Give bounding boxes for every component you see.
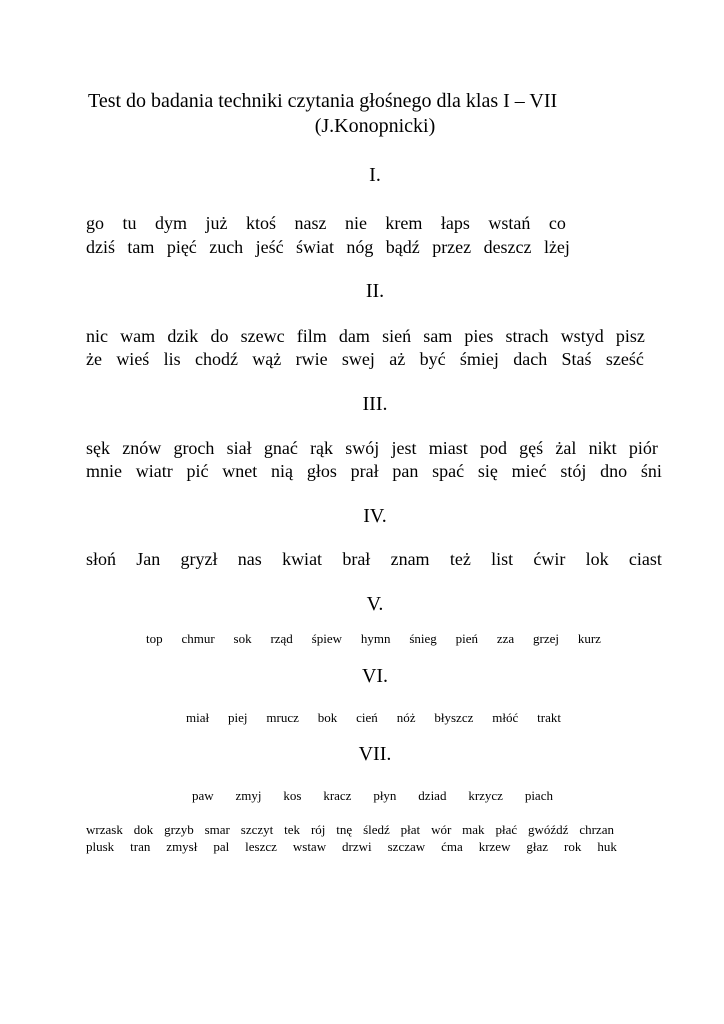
word: śni	[640, 461, 662, 481]
word-line	[86, 550, 662, 568]
word: list	[491, 549, 514, 569]
word: ciast	[628, 549, 662, 569]
word: głos	[306, 461, 337, 481]
word: swej	[341, 349, 375, 369]
word: szczyt	[240, 822, 274, 837]
word: młóć	[492, 710, 519, 725]
word: ćma	[441, 839, 463, 854]
word: szewc	[240, 326, 285, 346]
word: łaps	[440, 213, 470, 233]
word: gęś	[519, 438, 544, 458]
word: huk	[597, 839, 617, 854]
word: pięć	[166, 237, 197, 257]
word: płać	[495, 822, 518, 837]
word: ćwir	[533, 549, 566, 569]
word: plusk	[86, 839, 115, 854]
section-heading: IV.	[363, 505, 387, 527]
word: pies	[464, 326, 494, 346]
word: dym	[154, 213, 187, 233]
word: śledź	[363, 822, 390, 837]
word: drzwi	[342, 839, 372, 854]
word: miał	[186, 710, 210, 725]
word: wnet	[222, 461, 258, 481]
word: pan	[392, 461, 419, 481]
word: wiatr	[135, 461, 173, 481]
word: tam	[127, 237, 155, 257]
word: nikt	[588, 438, 617, 458]
word: się	[477, 461, 498, 481]
word: kracz	[323, 788, 352, 803]
word: nic	[86, 326, 108, 346]
word: pisz	[615, 326, 645, 346]
word: deszcz	[483, 237, 532, 257]
word-line	[86, 840, 617, 853]
word: dziś	[86, 237, 115, 257]
word: zmyj	[235, 788, 262, 803]
word: znam	[390, 549, 430, 569]
word: ktoś	[245, 213, 276, 233]
word: płat	[400, 822, 421, 837]
word: paw	[192, 788, 214, 803]
word: dzik	[167, 326, 199, 346]
word: dach	[513, 349, 548, 369]
word: przez	[432, 237, 472, 257]
word-line	[86, 238, 570, 256]
word: leszcz	[245, 839, 277, 854]
word: wieś	[116, 349, 150, 369]
word: tu	[122, 213, 137, 233]
word: Staś	[561, 349, 592, 369]
word: chodź	[194, 349, 238, 369]
word: pod	[479, 438, 507, 458]
word: aż	[389, 349, 406, 369]
section-heading: III.	[362, 393, 388, 415]
word: piach	[524, 788, 553, 803]
word: nasz	[294, 213, 327, 233]
word: kurz	[577, 631, 601, 646]
word: znów	[122, 438, 162, 458]
word: nóg	[346, 237, 374, 257]
word: mrucz	[266, 710, 299, 725]
word: kwiat	[282, 549, 323, 569]
word-line	[146, 632, 601, 645]
word: dam	[338, 326, 370, 346]
word: jest	[391, 438, 417, 458]
word: rząd	[270, 631, 293, 646]
word: miast	[428, 438, 468, 458]
word: krzycz	[468, 788, 503, 803]
word: nas	[237, 549, 262, 569]
word-line	[86, 327, 645, 345]
word: mnie	[86, 461, 122, 481]
word: spać	[432, 461, 465, 481]
word: film	[296, 326, 327, 346]
section-heading: VII.	[358, 743, 392, 765]
word: wór	[431, 822, 452, 837]
word: trakt	[537, 710, 561, 725]
word: mieć	[511, 461, 547, 481]
word: rój	[310, 822, 326, 837]
word-line	[86, 350, 644, 368]
word: chrzan	[579, 822, 614, 837]
word: piór	[628, 438, 658, 458]
word: krzew	[478, 839, 511, 854]
document-author: (J.Konopnicki)	[314, 115, 436, 137]
word: śpiew	[311, 631, 342, 646]
word: grzej	[533, 631, 559, 646]
word: cień	[356, 710, 378, 725]
word-line	[86, 439, 658, 457]
word: sześć	[605, 349, 644, 369]
word: nią	[271, 461, 294, 481]
word: śnieg	[409, 631, 437, 646]
word: prał	[350, 461, 379, 481]
word: żal	[555, 438, 577, 458]
word: gnać	[263, 438, 298, 458]
word: sok	[233, 631, 252, 646]
section-heading: VI.	[361, 665, 389, 687]
word: rwie	[295, 349, 328, 369]
word-line	[86, 823, 614, 836]
section-heading: II.	[365, 280, 385, 302]
word-line	[86, 462, 662, 480]
word: grzyb	[164, 822, 194, 837]
word: co	[548, 213, 566, 233]
word: sień	[382, 326, 412, 346]
word-line	[86, 214, 566, 232]
word: go	[86, 213, 104, 233]
word: kos	[283, 788, 302, 803]
word: piej	[228, 710, 248, 725]
word: też	[449, 549, 471, 569]
word: tek	[284, 822, 301, 837]
word: chmur	[181, 631, 215, 646]
word: lok	[585, 549, 609, 569]
word: rok	[564, 839, 582, 854]
word: wstyd	[560, 326, 604, 346]
word: tnę	[336, 822, 353, 837]
word: zmysł	[166, 839, 198, 854]
word: bądź	[385, 237, 420, 257]
word: że	[86, 349, 102, 369]
word: wrzask	[86, 822, 123, 837]
word: bok	[317, 710, 338, 725]
word: śmiej	[459, 349, 499, 369]
word: błyszcz	[434, 710, 474, 725]
word: sęk	[86, 438, 110, 458]
word: pić	[186, 461, 209, 481]
word: swój	[345, 438, 380, 458]
word-line	[192, 789, 553, 802]
word: hymn	[360, 631, 391, 646]
word: zza	[496, 631, 515, 646]
word: wstaw	[292, 839, 327, 854]
word: lżej	[543, 237, 570, 257]
word: nie	[344, 213, 367, 233]
word: wstań	[488, 213, 531, 233]
word-line	[186, 711, 561, 724]
word: świat	[295, 237, 334, 257]
word: głaz	[526, 839, 549, 854]
word: Jan	[136, 549, 161, 569]
word: siał	[226, 438, 252, 458]
word: wąż	[252, 349, 282, 369]
word: szczaw	[387, 839, 426, 854]
word: rąk	[310, 438, 334, 458]
word: tran	[130, 839, 151, 854]
word: groch	[173, 438, 215, 458]
document-title: Test do badania techniki czytania głośnego dla klas I – VII	[88, 90, 558, 112]
word: lis	[163, 349, 181, 369]
word: top	[146, 631, 163, 646]
word: strach	[505, 326, 549, 346]
word: już	[205, 213, 228, 233]
word: zuch	[209, 237, 244, 257]
word: wam	[120, 326, 156, 346]
word: pień	[455, 631, 478, 646]
word: smar	[204, 822, 230, 837]
word: krem	[385, 213, 423, 233]
word: być	[419, 349, 446, 369]
word: brał	[342, 549, 371, 569]
word: pal	[213, 839, 230, 854]
word: gryzł	[180, 549, 218, 569]
section-heading: I.	[369, 164, 381, 186]
section-heading: V.	[366, 593, 384, 615]
word: mak	[462, 822, 485, 837]
word: sam	[423, 326, 453, 346]
word: słoń	[86, 549, 117, 569]
word: płyn	[373, 788, 397, 803]
word: gwóźdź	[528, 822, 569, 837]
word: dno	[600, 461, 628, 481]
word: stój	[560, 461, 587, 481]
word: jeść	[255, 237, 284, 257]
word: nóż	[396, 710, 416, 725]
word: dok	[133, 822, 154, 837]
word: dziad	[418, 788, 447, 803]
word: do	[210, 326, 229, 346]
